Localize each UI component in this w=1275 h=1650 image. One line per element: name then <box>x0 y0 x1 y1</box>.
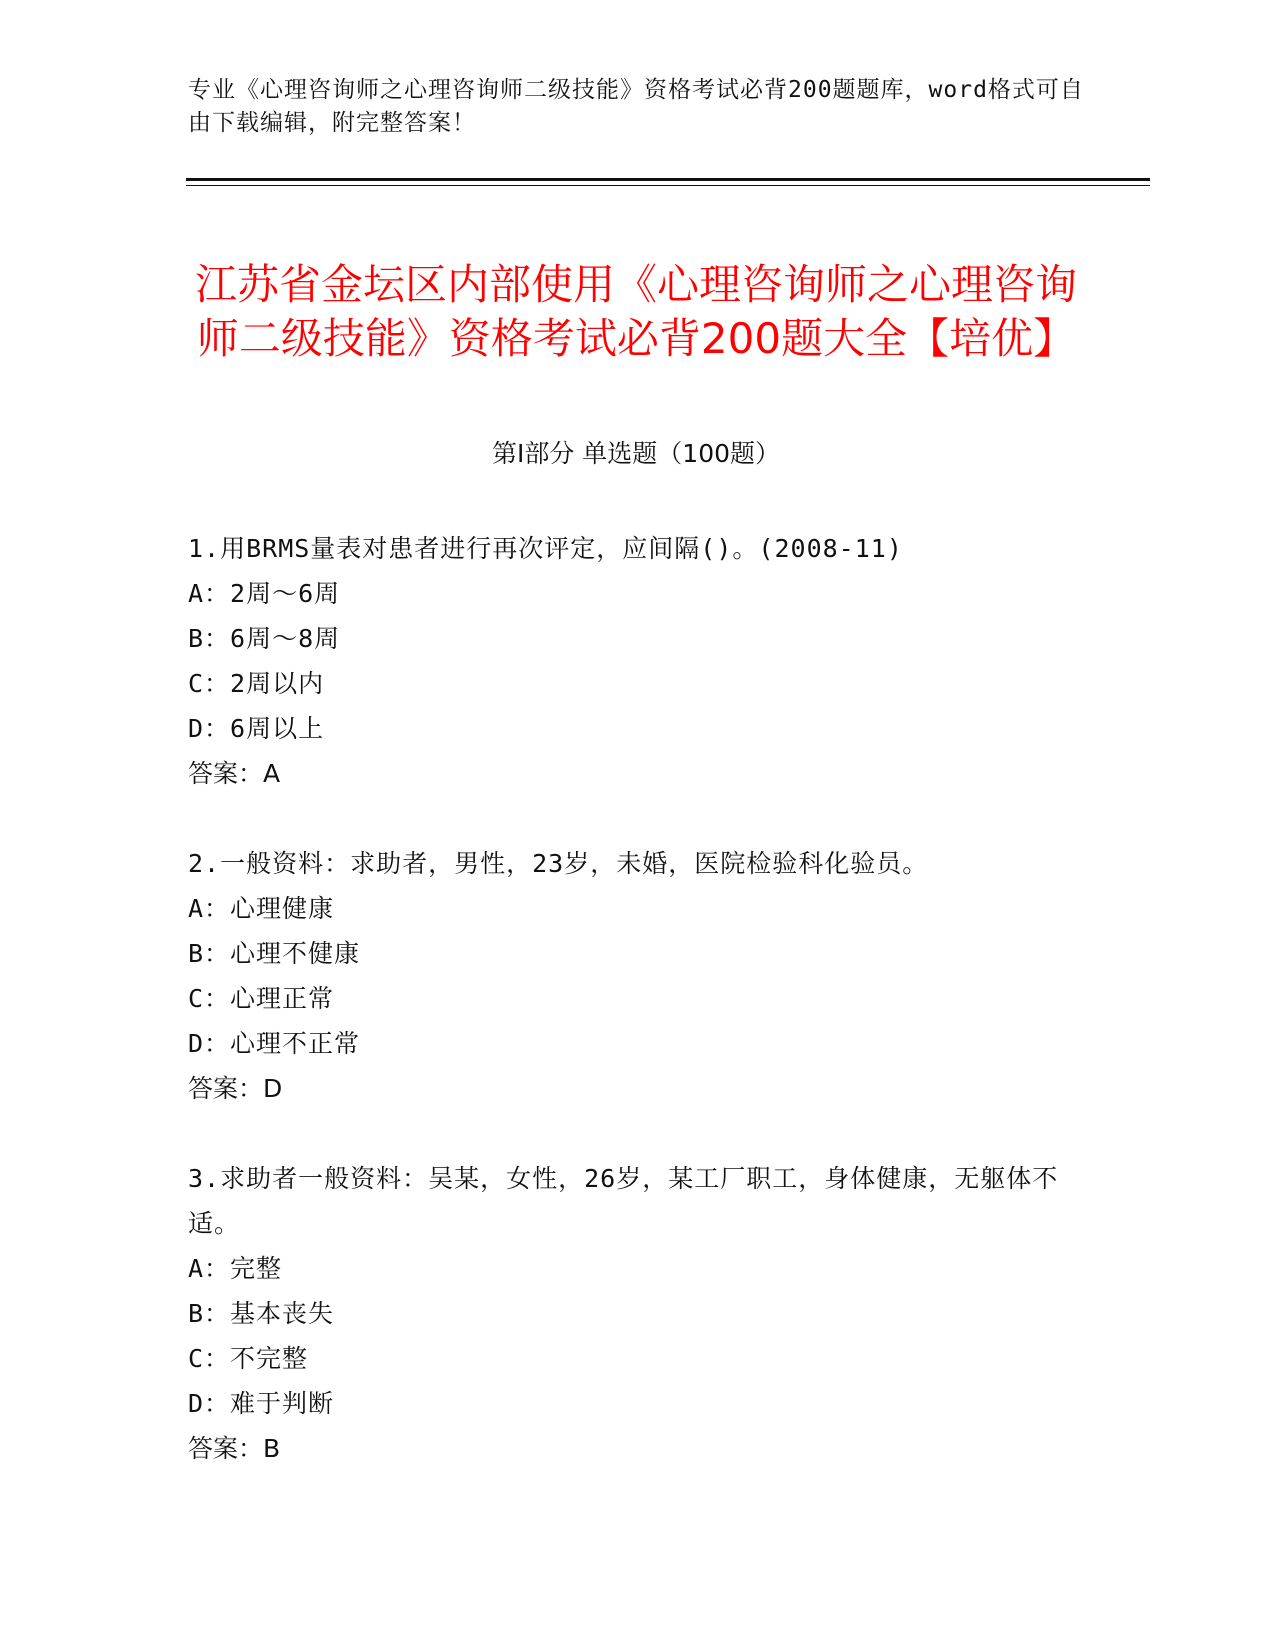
answer: 答案：D <box>188 1074 283 1103</box>
question-1 <box>188 526 1088 796</box>
option-a: A：完整 <box>188 1254 283 1283</box>
option-d: D：心理不正常 <box>188 1029 361 1058</box>
question-3 <box>188 1156 1088 1471</box>
question-stem: 2.一般资料：求助者，男性，23岁，未婚，医院检验科化验员。 <box>188 849 929 878</box>
question-list <box>188 526 1088 1516</box>
option-c: C：2周以内 <box>188 669 325 698</box>
option-b: B：6周～8周 <box>188 624 341 653</box>
option-a: A：2周～6周 <box>188 579 341 608</box>
option-c: C：心理正常 <box>188 984 335 1013</box>
question-stem: 3.求助者一般资料：吴某，女性，26岁，某工厂职工，身体健康，无躯体不适。 <box>188 1164 1059 1238</box>
header-divider-thin <box>186 185 1150 186</box>
option-b: B：基本丧失 <box>188 1299 335 1328</box>
answer: 答案：A <box>188 759 281 788</box>
answer: 答案：B <box>188 1434 281 1463</box>
question-stem: 1.用BRMS量表对患者进行再次评定，应间隔()。(2008-11) <box>188 534 903 563</box>
header-note: 专业《心理咨询师之心理咨询师二级技能》资格考试必背200题题库，word格式可自由下载编辑，附完整答案！ <box>188 77 1084 136</box>
option-d: D：难于判断 <box>188 1389 335 1418</box>
section-heading: 第Ⅰ部分 单选题（100题） <box>491 439 781 468</box>
option-a: A：心理健康 <box>188 894 335 923</box>
question-2 <box>188 841 1088 1111</box>
option-c: C：不完整 <box>188 1344 309 1373</box>
header-divider-thick <box>186 178 1150 181</box>
option-d: D：6周以上 <box>188 714 325 743</box>
document-title: 江苏省金坛区内部使用《心理咨询师之心理咨询师二级技能》资格考试必背200题大全【培优】 <box>194 260 1077 364</box>
option-b: B：心理不健康 <box>188 939 361 968</box>
